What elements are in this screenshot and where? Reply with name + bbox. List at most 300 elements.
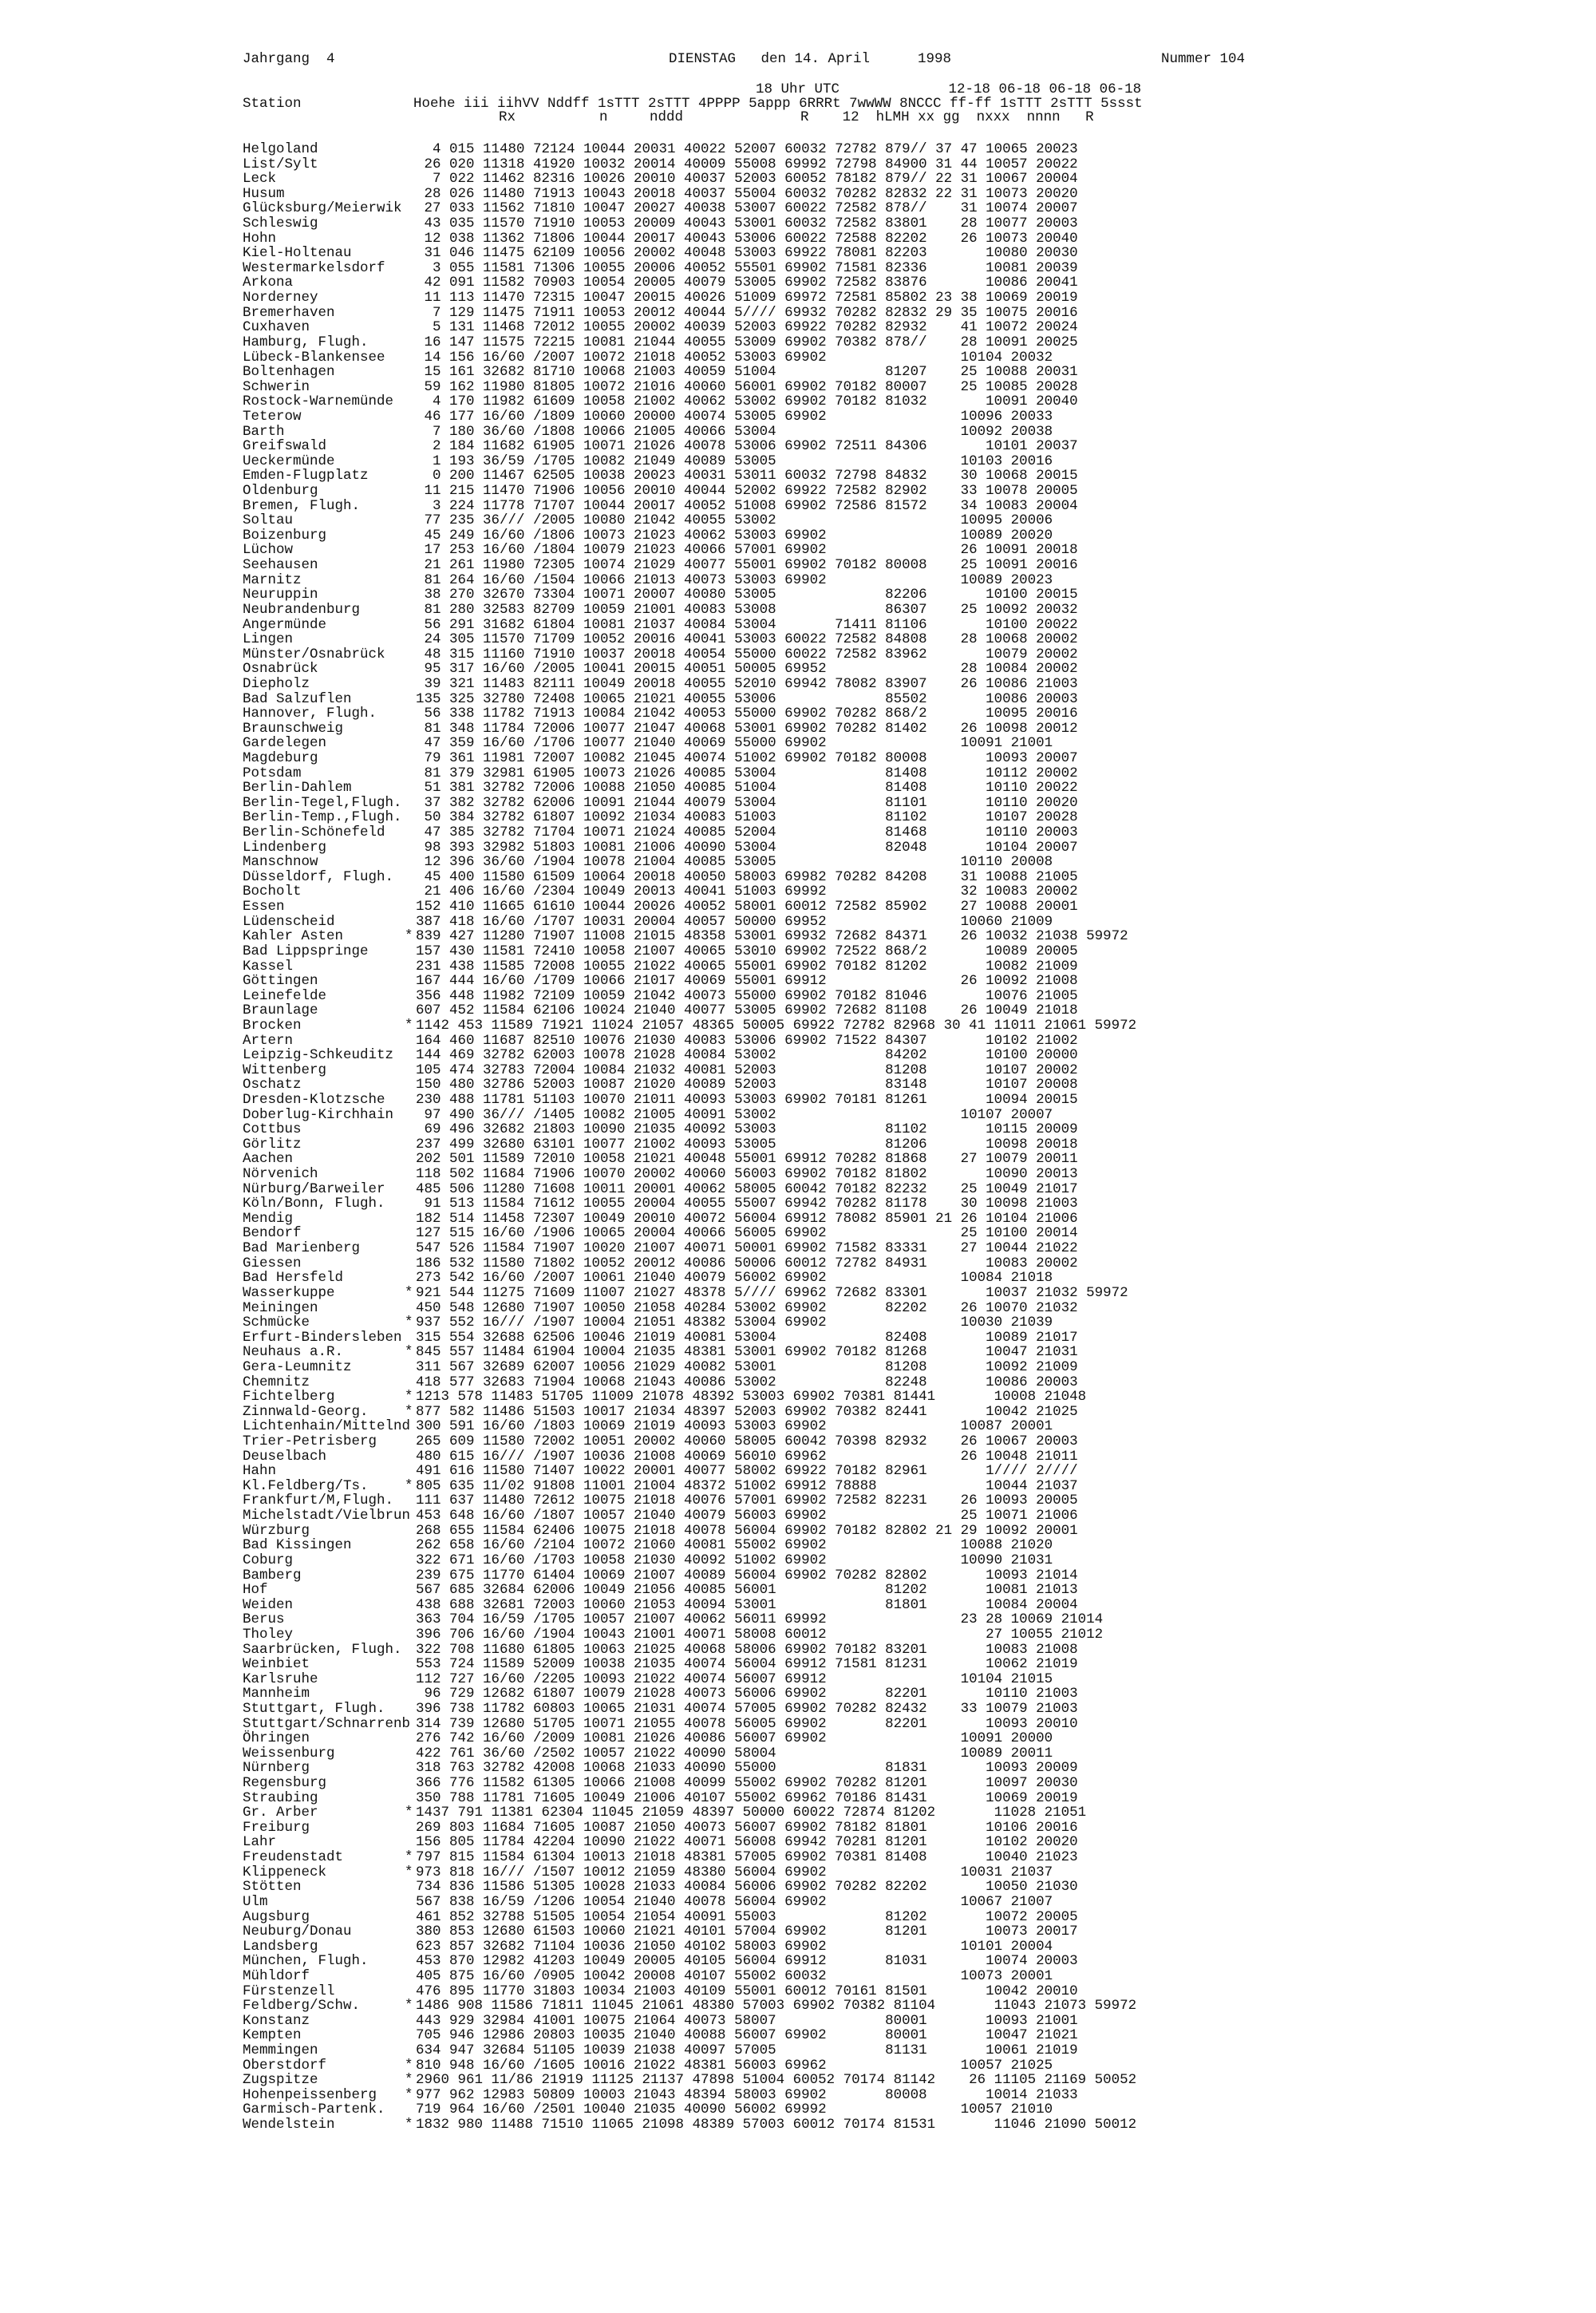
station-data: 810 948 16/60 /1605 10016 21022 48381 56003 69962 10057 21025 [416,2057,1053,2074]
station-name: Lingen [243,631,294,648]
mountain-station-marker: * [405,1849,413,1866]
station-data: 262 658 16/60 /2104 10072 21060 40081 55002 69902 10088 21020 [416,1537,1053,1554]
station-row [243,722,1136,737]
station-name: Öhringen [243,1730,310,1747]
station-row [243,1419,1136,1434]
station-row [243,855,1136,870]
station-name: Neuburg/Donau [243,1924,352,1940]
station-data: 1213 578 11483 51705 11009 21078 48392 53003 69902 70381 81441 10008 21048 [416,1389,1087,1406]
station-row [243,2073,1136,2088]
station-name: Gardelegen [243,735,327,752]
mountain-station-marker: * [405,1864,413,1880]
station-row [243,1226,1136,1241]
station-row [243,409,1136,425]
station-data: 1486 908 11586 71811 11045 21061 48380 57003 69902 70382 81104 11043 21073 59972 [416,1998,1137,2014]
station-name: Zugspitze [243,2072,318,2089]
station-name: Wendelstein [243,2117,335,2133]
station-data: 607 452 11584 62106 10024 21040 40077 53005 69902 72682 81108 26 10049 21018 [416,1002,1078,1019]
station-name: Straubing [243,1789,318,1806]
station-data: 422 761 36/60 /2502 10057 21022 40090 58004 10089 20011 [416,1745,1053,1761]
station-name: Düsseldorf, Flugh. [243,868,394,885]
station-data: 167 444 16/60 /1709 10066 21017 40069 55001 69912 26 10092 21008 [416,973,1078,990]
station-row [243,1657,1136,1672]
station-data: 4 170 11982 61609 10058 21002 40062 53002 69902 70182 81032 10091 20040 [416,393,1078,410]
station-data: 21 406 16/60 /2304 10049 20013 40041 51003 69992 32 10083 20002 [416,884,1078,900]
station-row [243,201,1136,216]
station-name: Lindenberg [243,839,327,856]
station-data: 127 515 16/60 /1906 10065 20004 40066 56005 69902 25 10100 20014 [416,1225,1078,1242]
mountain-station-marker: * [405,1284,413,1301]
station-name: Michelstadt/Vielbrun [243,1508,411,1524]
station-data: 719 964 16/60 /2501 10040 21035 40090 56002 69992 10057 21010 [416,2101,1053,2118]
station-name: Neuruppin [243,587,318,603]
station-name: Weiden [243,1596,294,1613]
station-row [243,1821,1136,1836]
station-name: Mannheim [243,1686,310,1702]
station-name: Teterow [243,408,302,425]
station-data: 11 113 11470 72315 10047 20015 40026 51009 69972 72581 85802 23 38 10069 20019 [416,290,1078,306]
station-data: 547 526 11584 71907 10020 21007 40071 50001 69902 71582 83331 27 10044 21022 [416,1240,1078,1257]
station-data: 2960 961 11/86 21919 11125 21137 47898 51004 60052 70174 81142 26 11105 21169 50052 [416,2072,1137,2089]
station-row [243,2102,1136,2117]
station-data: 38 270 32670 73304 10071 20007 40080 53005 82206 10100 20015 [416,587,1078,603]
station-data: 480 615 16/// /1907 10036 21008 40069 56010 69962 26 10048 21011 [416,1448,1078,1465]
station-name: Hohn [243,230,277,247]
station-name: Bad Hersfeld [243,1270,344,1287]
station-row [243,944,1136,959]
station-name: Trier-Petrisberg [243,1433,377,1450]
station-row [243,603,1136,618]
column-header-line-1: 18 Uhr UTC 12-18 06-18 06-18 06-18 [756,81,1142,97]
station-row [243,766,1136,781]
station-row [243,157,1136,172]
station-row [243,1241,1136,1256]
station-data: 7 180 36/60 /1808 10066 21005 40066 53004 10092 20038 [416,423,1053,440]
station-data: 797 815 11584 61304 10013 21018 48381 57005 69902 70381 81408 10040 21023 [416,1849,1078,1866]
station-row [243,915,1136,930]
station-data: 37 382 32782 62006 10091 21044 40079 53004 81101 10110 20020 [416,794,1078,811]
station-name: Oberstdorf [243,2057,327,2074]
station-data: 28 026 11480 71913 10043 20018 40037 55004 60032 70282 82832 22 31 10073 20020 [416,185,1078,202]
station-data: 157 430 11581 72410 10058 21007 40065 53010 69902 72522 868/2 10089 20005 [416,943,1078,959]
station-name: Oldenburg [243,483,318,500]
station-row [243,974,1136,989]
station-data: 845 557 11484 61904 10004 21035 48381 53001 69902 70182 81268 10047 21031 [416,1344,1078,1361]
station-row [243,1108,1136,1123]
station-data: 438 688 32681 72003 10060 21053 40094 53001 81801 10084 20004 [416,1596,1078,1613]
station-name: Mühldorf [243,1967,310,1984]
station-name: Göttingen [243,973,318,990]
station-name: Potsdam [243,765,302,781]
station-data: 877 582 11486 51503 10017 21034 48397 52003 69902 70382 82441 10042 21025 [416,1403,1078,1420]
station-row [243,736,1136,751]
station-name: Regensburg [243,1775,327,1792]
station-row [243,513,1136,528]
station-name: Berlin-Dahlem [243,780,352,797]
station-row [243,1627,1136,1643]
station-row [243,929,1136,944]
mountain-station-marker: * [405,2117,413,2133]
station-data: 273 542 16/60 /2007 10061 21040 40079 56002 69902 10084 21018 [416,1270,1053,1287]
station-row [243,1048,1136,1063]
station-row [243,677,1136,692]
station-row [243,350,1136,366]
station-name: Lüdenscheid [243,913,335,930]
station-name: Stuttgart/Schnarrenb [243,1715,411,1732]
station-data: 45 249 16/60 /1806 10073 21023 40062 53003 69902 10089 20020 [416,527,1053,544]
station-row [243,1493,1136,1508]
station-row [243,2043,1136,2058]
station-row [243,632,1136,647]
station-row [243,1167,1136,1182]
station-data: 118 502 11684 71906 10070 20002 40060 56003 69902 70182 81802 10090 20013 [416,1166,1078,1183]
column-header-line-2: Hoehe iii iihVV Nddff 1sTTT 2sTTT 4PPPP 5appp 6RRRt 7wwWW 8NCCC ff-ff 1sTTT 2sTTT 5ssst [413,96,1143,112]
mountain-station-marker: * [405,1017,413,1034]
station-name: Helgoland [243,141,318,157]
station-data: 81 348 11784 72006 10077 21047 40068 53001 69902 70282 81402 26 10098 20012 [416,720,1078,737]
station-row [243,1196,1136,1212]
station-row [243,618,1136,633]
station-row [243,1910,1136,1925]
station-name: Lüchow [243,542,294,559]
station-data: 937 552 16/// /1907 10004 21051 48382 53004 69902 10030 21039 [416,1315,1053,1331]
station-row [243,1686,1136,1702]
station-data: 380 853 12680 61503 10060 21021 40101 57004 69902 81201 10073 20017 [416,1924,1078,1940]
station-data: 17 253 16/60 /1804 10079 21023 40066 57001 69902 26 10091 20018 [416,542,1078,559]
station-name: Hamburg, Flugh. [243,334,369,350]
station-row [243,989,1136,1004]
station-row [243,484,1136,499]
station-row [243,365,1136,380]
station-name: Lahr [243,1834,277,1851]
station-row [243,647,1136,662]
station-row [243,1791,1136,1806]
station-name: Nörvenich [243,1166,318,1183]
station-row [243,2058,1136,2074]
station-name: Garmisch-Partenk. [243,2101,385,2118]
station-data: 91 513 11584 71612 10055 20004 40055 55007 69942 70282 81178 30 10098 21003 [416,1196,1078,1212]
station-name: Schleswig [243,215,318,232]
station-row [243,959,1136,975]
station-data: 1832 980 11488 71510 11065 21098 48389 57003 60012 70174 81531 11046 21090 50012 [416,2117,1137,2133]
station-row [243,1895,1136,1910]
station-row [243,1137,1136,1153]
station-data: 2 184 11682 61905 10071 21026 40078 53006 69902 72511 84306 10101 20037 [416,438,1078,455]
station-row [243,1568,1136,1584]
station-data: 977 962 12983 50809 10003 21043 48394 58003 69902 80008 10014 21033 [416,2086,1078,2103]
station-name: Manschnow [243,854,318,871]
station-data: 269 803 11684 71605 10087 21050 40073 56007 69902 78182 81801 10106 20016 [416,1819,1078,1836]
station-data: 14 156 16/60 /2007 10072 21018 40052 53003 69902 10104 20032 [416,349,1053,366]
station-name: Weinbiet [243,1656,310,1673]
station-row [243,439,1136,454]
station-name: Bamberg [243,1567,302,1584]
station-data: 96 729 12682 61807 10079 21028 40073 56006 69902 82201 10110 21003 [416,1686,1078,1702]
station-row [243,1717,1136,1732]
jahrgang-label: Jahrgang 4 [243,51,335,67]
station-data: 921 544 11275 71609 11007 21027 48378 5//// 69962 72682 83301 10037 21032 59972 [416,1284,1128,1301]
station-name: Berlin-Tegel,Flugh. [243,794,402,811]
year-label: 1998 [918,51,952,67]
station-row [243,1672,1136,1687]
station-name: Konstanz [243,2012,310,2029]
day-date-label: DIENSTAG den 14. April [669,51,871,67]
station-data: 0 200 11467 62505 10038 20023 40031 53011 60032 72798 84832 30 10068 20015 [416,468,1078,484]
station-data: 15 161 32682 81710 10068 21003 40059 51004 81207 25 10088 20031 [416,364,1078,381]
station-data: 311 567 32689 62007 10056 21029 40082 53001 81208 10092 21009 [416,1358,1078,1375]
station-data: 239 675 11770 61404 10069 21007 40089 56004 69902 70282 82802 10093 21014 [416,1567,1078,1584]
station-data: 7 129 11475 71911 10053 20012 40044 5//// 69932 70282 82832 29 35 10075 20016 [416,304,1078,321]
mountain-station-marker: * [405,1344,413,1361]
station-name: Chemnitz [243,1374,310,1390]
station-row [243,1152,1136,1167]
station-data: 396 706 16/60 /1904 10043 21001 40071 58008 60012 27 10055 21012 [416,1626,1104,1643]
station-name: Aachen [243,1151,294,1168]
station-data: 476 895 11770 31803 10034 21003 40109 55001 60012 70161 81501 10042 20010 [416,1983,1078,1999]
station-row [243,1612,1136,1627]
station-name: Kahler Asten [243,928,344,945]
station-row [243,469,1136,484]
station-row [243,1286,1136,1301]
station-row [243,1702,1136,1717]
station-name: Glücksburg/Meierwik [243,200,402,217]
station-data: 405 875 16/60 /0905 10042 20008 40107 55002 60032 10073 20001 [416,1967,1053,1984]
station-data: 805 635 11/02 91808 11001 21004 48372 51002 69912 78888 10044 21037 [416,1477,1078,1494]
station-row [243,1746,1136,1761]
station-row [243,810,1136,825]
station-data: 450 548 12680 71907 10050 21058 40284 53002 69902 82202 26 10070 21032 [416,1299,1078,1316]
station-data: 356 448 11982 72109 10059 21042 40073 55000 69902 70182 81046 10076 21005 [416,987,1078,1004]
station-data: 705 946 12986 20803 10035 21040 40088 56007 69902 80001 10047 21021 [416,2027,1078,2044]
station-name: Schwerin [243,378,310,395]
station-name: Norderney [243,290,318,306]
station-row [243,840,1136,856]
station-name: Memmingen [243,2042,318,2058]
station-data: 623 857 32682 71104 10036 21050 40102 58003 69902 10101 20004 [416,1938,1053,1955]
mountain-station-marker: * [405,1389,413,1406]
mountain-station-marker: * [405,1477,413,1494]
station-row [243,1405,1136,1420]
station-row [243,1939,1136,1955]
station-data: 39 321 11483 82111 10049 20018 40055 52010 69942 78082 83907 26 10086 21003 [416,675,1078,692]
station-row [243,587,1136,603]
mountain-station-marker: * [405,1805,413,1821]
station-row [243,187,1136,202]
station-name: Berlin-Schönefeld [243,824,385,841]
station-data: 46 177 16/60 /1809 10060 20000 40074 53005 69902 10096 20033 [416,408,1053,425]
station-row [243,454,1136,469]
station-table [243,142,1136,2133]
station-row [243,1330,1136,1346]
station-name: Hohenpeissenberg [243,2086,377,2103]
station-row [243,1271,1136,1286]
station-row [243,1553,1136,1568]
station-data: 363 704 16/59 /1705 10057 21007 40062 56011 69992 23 28 10069 21014 [416,1611,1104,1628]
station-data: 105 474 32783 72004 10084 21032 40081 52003 81208 10107 20002 [416,1062,1078,1078]
station-name: Tholey [243,1626,294,1643]
station-name: Magdeburg [243,749,318,766]
mountain-station-marker: * [405,2072,413,2089]
station-row [243,781,1136,796]
station-name: Braunschweig [243,720,344,737]
station-data: 300 591 16/60 /1803 10069 21019 40093 53003 69902 10087 20001 [416,1418,1053,1435]
station-data: 26 020 11318 41920 10032 20014 40009 55008 69992 72798 84900 31 44 10057 20022 [416,156,1078,172]
station-row [243,231,1136,247]
station-name: Mendig [243,1210,294,1227]
station-row [243,2014,1136,2029]
station-name: Boizenburg [243,527,327,544]
station-name: Angermünde [243,616,327,633]
station-name: Lübeck-Blankensee [243,349,385,366]
station-row [243,1063,1136,1078]
station-name: Artern [243,1032,294,1049]
station-name: Erfurt-Bindersleben [243,1329,402,1346]
station-name: Bendorf [243,1225,302,1242]
station-data: 150 480 32786 52003 10087 21020 40089 52003 83148 10107 20008 [416,1077,1078,1093]
station-data: 396 738 11782 60803 10065 21031 40074 57005 69902 70282 82432 33 10079 21003 [416,1700,1078,1717]
station-data: 1 193 36/59 /1705 10082 21049 40089 53005 10103 20016 [416,453,1053,469]
station-name: Neubrandenburg [243,601,361,618]
station-data: 164 460 11687 82510 10076 21030 40083 53006 69902 71522 84307 10102 21002 [416,1032,1078,1049]
station-name: Rostock-Warnemünde [243,393,394,410]
station-data: 453 870 12982 41203 10049 20005 40105 56004 69912 81031 10074 20003 [416,1953,1078,1970]
station-row [243,1093,1136,1108]
station-data: 56 338 11782 71913 10084 21042 40053 55000 69902 70282 868/2 10095 20016 [416,706,1078,722]
station-name: Coburg [243,1552,294,1568]
station-data: 111 637 11480 72612 10075 21018 40076 57001 69902 72582 82231 26 10093 20005 [416,1493,1078,1509]
mountain-station-marker: * [405,1315,413,1331]
station-data: 69 496 32682 21803 10090 21035 40092 53003 81102 10115 20009 [416,1121,1078,1138]
station-name: Boltenhagen [243,364,335,381]
station-row [243,1182,1136,1197]
station-name: Hannover, Flugh. [243,706,377,722]
station-row [243,1865,1136,1880]
station-row [243,1464,1136,1479]
station-name: Deuselbach [243,1448,327,1465]
station-name: Bad Kissingen [243,1537,352,1554]
station-row [243,380,1136,395]
station-name: Essen [243,899,285,915]
station-row [243,751,1136,766]
station-data: 56 291 31682 61804 10081 21037 40084 53004 71411 81106 10100 20022 [416,616,1078,633]
station-data: 7 022 11462 82316 10026 20010 40037 52003 60052 78182 879// 22 31 10067 20004 [416,171,1078,188]
station-name: Wasserkuppe [243,1284,335,1301]
station-row [243,2028,1136,2043]
station-row [243,1524,1136,1539]
station-name: Kassel [243,958,294,975]
station-name: Arkona [243,275,294,291]
station-name: Hof [243,1582,268,1599]
station-row [243,1256,1136,1271]
station-name: Feldberg/Schw. [243,1998,361,2014]
station-data: 47 359 16/60 /1706 10077 21040 40069 55000 69902 10091 21001 [416,735,1053,752]
station-data: 485 506 11280 71608 10011 20001 40062 58005 60042 70182 82232 25 10049 21017 [416,1180,1078,1197]
station-row [243,662,1136,677]
station-row [243,499,1136,514]
station-row [243,1375,1136,1390]
station-name: Greifswald [243,438,327,455]
station-row [243,1479,1136,1494]
station-name: Gr. Arber [243,1805,318,1821]
station-row [243,335,1136,350]
station-data: 366 776 11582 61305 10066 21008 40099 55002 69902 70282 81201 10097 20030 [416,1775,1078,1792]
station-row [243,1999,1136,2014]
station-name: Bad Salzuflen [243,690,352,707]
station-row [243,1643,1136,1658]
station-row [243,1077,1136,1093]
station-name: Karlsruhe [243,1670,318,1687]
station-row [243,261,1136,276]
station-row [243,1360,1136,1375]
station-name: Seehausen [243,557,318,574]
station-row [243,1776,1136,1791]
station-name: Augsburg [243,1908,310,1925]
station-data: 77 235 36/// /2005 10080 21042 40055 53002 10095 20006 [416,512,1053,529]
station-name: Köln/Bonn, Flugh. [243,1196,385,1212]
station-row [243,1538,1136,1553]
station-data: 27 033 11562 71810 10047 20027 40038 53007 60022 72582 878// 31 10074 20007 [416,200,1078,217]
station-data: 48 315 11160 71910 10037 20018 40054 55000 60022 72582 83962 10079 20002 [416,646,1078,662]
station-name: München, Flugh. [243,1953,369,1970]
station-row [243,1880,1136,1895]
station-row [243,796,1136,811]
station-row [243,1954,1136,1969]
station-data: 24 305 11570 71709 10052 20016 40041 53003 60022 72582 84808 28 10068 20002 [416,631,1078,648]
issue-number-label: Nummer 104 [1161,51,1246,67]
station-name: Nürburg/Barweiler [243,1180,385,1197]
station-data: 3 224 11778 71707 10044 20017 40052 51008 69902 72586 81572 34 10083 20004 [416,497,1078,514]
station-name: Kempten [243,2027,302,2044]
station-name: Saarbrücken, Flugh. [243,1641,402,1658]
station-data: 1142 453 11589 71921 11024 21057 48365 50005 69922 72782 82968 30 41 11011 21061 59972 [416,1017,1137,1034]
station-row [243,1301,1136,1316]
station-row [243,528,1136,544]
station-data: 237 499 32680 63101 10077 21002 40093 53005 81206 10098 20018 [416,1136,1078,1153]
station-row [243,1034,1136,1049]
station-data: 42 091 11582 70903 10054 20005 40079 53005 69902 72582 83876 10086 20041 [416,275,1078,291]
station-name: Leipzig-Schkeuditz [243,1047,394,1064]
station-row [243,1345,1136,1360]
station-row [243,1835,1136,1850]
station-data: 97 490 36/// /1405 10082 21005 40091 53002 10107 20007 [416,1106,1053,1123]
station-name: Westermarkelsdorf [243,259,385,276]
mountain-station-marker: * [405,928,413,945]
station-data: 461 852 32788 51505 10054 21054 40091 55003 81202 10072 20005 [416,1908,1078,1925]
station-data: 276 742 16/60 /2009 10081 21026 40086 56007 69902 10091 20000 [416,1730,1053,1747]
station-data: 230 488 11781 51103 10070 21011 40093 53003 69902 70181 81261 10094 20015 [416,1092,1078,1108]
station-data: 202 501 11589 72010 10058 21021 40048 55001 69912 70282 81868 27 10079 20011 [416,1151,1078,1168]
station-row [243,1583,1136,1598]
station-name: Berus [243,1611,285,1628]
station-data: 634 947 32684 51105 10039 21038 40097 57005 81131 10061 21019 [416,2042,1078,2058]
station-data: 81 280 32583 82709 10059 21001 40083 53008 86307 25 10092 20032 [416,601,1078,618]
station-row [243,706,1136,722]
station-name: Freiburg [243,1819,310,1836]
station-data: 553 724 11589 52009 10038 21035 40074 56004 69912 71581 81231 10062 21019 [416,1656,1078,1673]
station-data: 156 805 11784 42204 10090 21022 40071 56008 69942 70281 81201 10102 20020 [416,1834,1078,1851]
station-name: Wittenberg [243,1062,327,1078]
station-name: Stuttgart, Flugh. [243,1700,385,1717]
station-row [243,692,1136,707]
station-row [243,870,1136,885]
station-data: 491 616 11580 71407 10022 20001 40077 58002 69922 70182 82961 1//// 2//// [416,1463,1078,1480]
station-data: 265 609 11580 72002 10051 20002 40060 58005 60042 70398 82932 26 10067 20003 [416,1433,1078,1450]
column-header-line-3: Rx n nddd R 12 hLMH xx gg nxxx nnnn R [499,109,1094,125]
station-row [243,900,1136,915]
station-data: 418 577 32683 71904 10068 21043 40086 53002 82248 10086 20003 [416,1374,1078,1390]
station-data: 135 325 32780 72408 10065 21021 40055 53006 85502 10086 20003 [416,690,1078,707]
station-row [243,142,1136,157]
